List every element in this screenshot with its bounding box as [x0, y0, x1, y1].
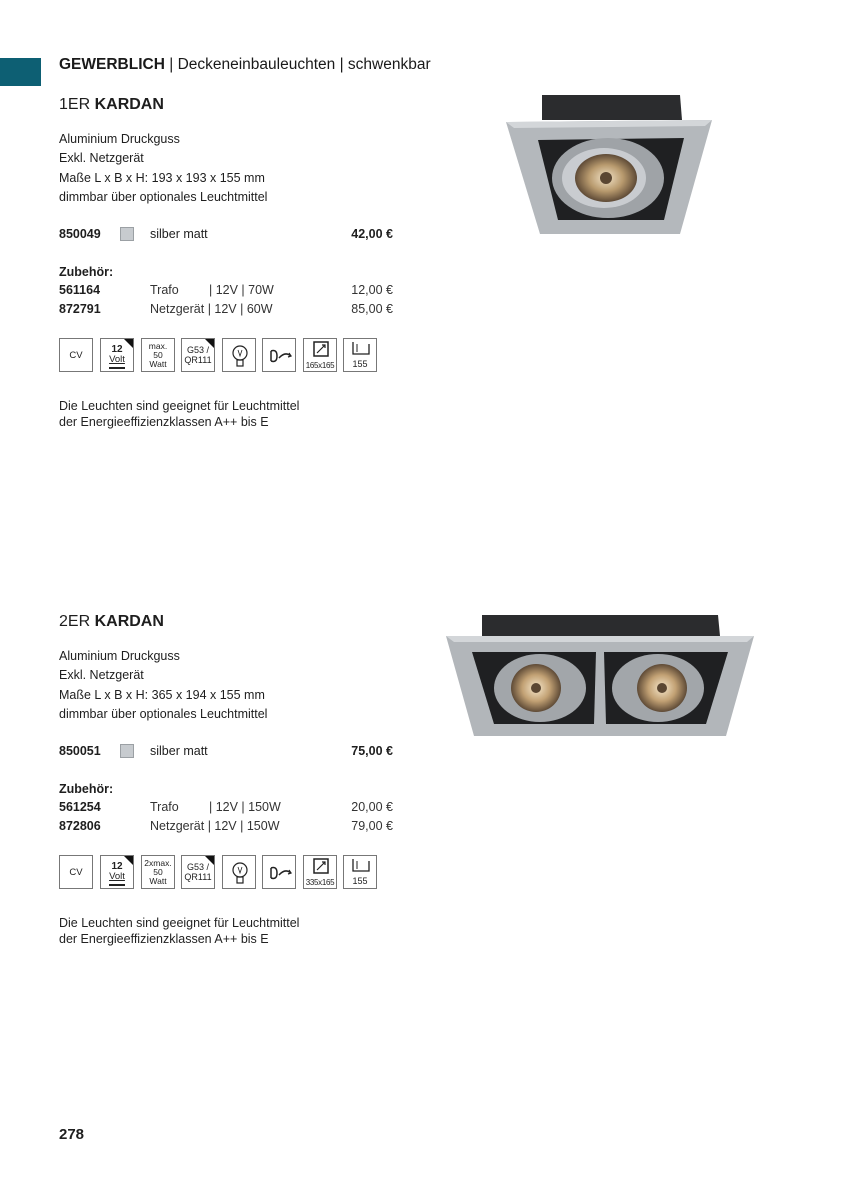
- desc-line: Aluminium Druckguss: [59, 649, 180, 663]
- socket-line: QR111: [184, 872, 212, 883]
- accessories-heading: Zubehör:: [59, 265, 114, 280]
- volt-unit: Volt: [109, 871, 125, 883]
- swivel-svg: [263, 339, 296, 372]
- accessory-spec: | 12V | 60W: [207, 302, 273, 317]
- desc-line: Aluminium Druckguss: [59, 132, 180, 146]
- accessory-row: [59, 281, 399, 300]
- feature-icons: [59, 855, 399, 891]
- accessory-name: Trafo: [150, 800, 179, 815]
- header-separator: |: [164, 56, 178, 73]
- accessory-number: 561254: [59, 800, 101, 815]
- energy-note: [59, 915, 399, 947]
- cutout-size: 165x165: [305, 361, 335, 371]
- watt-line: max.: [148, 341, 168, 352]
- note-line: der Energieeffizienzklassen A++ bis E: [59, 415, 269, 430]
- title-bold: KARDAN: [94, 613, 164, 630]
- watt-icon: [141, 855, 175, 889]
- accessory-price: 85,00 €: [351, 302, 393, 317]
- title-prefix: 2ER: [59, 613, 95, 630]
- cutout-icon: [303, 338, 337, 372]
- accessory-number: 872791: [59, 302, 101, 317]
- depth-svg: [344, 856, 377, 876]
- accessory-row: [59, 817, 399, 836]
- cv-label: CV: [69, 350, 83, 362]
- accessory-name: [150, 817, 280, 836]
- watt-icon: [141, 338, 175, 372]
- cv-label: CV: [69, 867, 83, 879]
- energy-note: [59, 398, 399, 430]
- accessory-name-text: Netzgerät: [150, 819, 205, 834]
- color-swatch: [120, 744, 134, 758]
- accessory-price: 20,00 €: [351, 800, 393, 815]
- desc-line: Maße L x B x H: 193 x 193 x 155 mm: [59, 170, 265, 185]
- depth-value: 155: [352, 876, 368, 887]
- socket-line: G53 /: [186, 862, 209, 873]
- color-swatch: [120, 227, 134, 241]
- swivel-icon: [262, 338, 296, 372]
- accessory-spec: | 12V | 150W: [207, 819, 280, 834]
- volt-number: 12: [111, 861, 123, 873]
- product-description: [59, 130, 399, 207]
- cutout-icon: [303, 855, 337, 889]
- volt-bar-icon: [109, 884, 125, 886]
- desc-line: Exkl. Netzgerät: [59, 151, 144, 166]
- accessory-name-text: Netzgerät: [150, 302, 205, 317]
- desc-line: dimmbar über optionales Leuchtmittel: [59, 706, 268, 721]
- accessory-spec: | 12V | 150W: [209, 800, 281, 815]
- title-prefix: 1ER: [59, 96, 95, 113]
- color-name: silber matt: [150, 227, 208, 242]
- feature-icons: [59, 338, 399, 374]
- desc-line: Maße L x B x H: 365 x 194 x 155 mm: [59, 687, 265, 702]
- bulb-svg: [223, 339, 256, 372]
- bulb-svg: [223, 856, 256, 889]
- volt-number: 12: [111, 344, 123, 356]
- cutout-size: 335x165: [305, 878, 335, 888]
- accessory-name: Trafo: [150, 283, 179, 298]
- depth-value: 155: [352, 359, 368, 370]
- watt-line: 50: [153, 350, 163, 361]
- article-number: 850049: [59, 227, 101, 242]
- header-sub1: Deckeneinbauleuchten: [177, 56, 336, 73]
- product-image-1er-kardan: [500, 92, 720, 262]
- swivel-svg: [263, 856, 296, 889]
- watt-line: 2xmax.: [144, 858, 172, 869]
- cutout-svg: [304, 856, 337, 878]
- cutout-svg: [304, 339, 337, 361]
- socket-icon: [181, 855, 215, 889]
- product-section-2er-kardan: [59, 610, 399, 947]
- header-separator: |: [335, 56, 348, 73]
- header-category: GEWERBLICH: [59, 56, 165, 73]
- section-tab-marker: [0, 58, 41, 86]
- watt-line: 50: [153, 867, 163, 878]
- volt-icon: [100, 855, 134, 889]
- depth-icon: [343, 855, 377, 889]
- product-title: [59, 93, 399, 117]
- accessory-row: [59, 798, 399, 817]
- product-description: [59, 647, 399, 724]
- article-number: 850051: [59, 744, 101, 759]
- accessory-spec: | 12V | 70W: [209, 283, 274, 298]
- watt-line: Watt: [149, 876, 167, 887]
- cv-icon: [59, 855, 93, 889]
- socket-icon: [181, 338, 215, 372]
- accessory-number: 872806: [59, 819, 101, 834]
- accessory-price: 12,00 €: [351, 283, 393, 298]
- accessory-name: [150, 300, 273, 319]
- socket-line: QR111: [184, 355, 212, 366]
- volt-bar-icon: [109, 367, 125, 369]
- volt-icon: [100, 338, 134, 372]
- note-line: Die Leuchten sind geeignet für Leuchtmittel: [59, 399, 300, 414]
- title-bold: KARDAN: [94, 96, 164, 113]
- accessory-price: 79,00 €: [351, 819, 393, 834]
- desc-line: dimmbar über optionales Leuchtmittel: [59, 189, 268, 204]
- bulb-icon: [222, 855, 256, 889]
- accessory-row: [59, 300, 399, 319]
- product-price: 75,00 €: [351, 744, 393, 759]
- depth-icon: [343, 338, 377, 372]
- page-header: [59, 56, 431, 74]
- header-sub2: schwenkbar: [347, 56, 431, 73]
- note-line: Die Leuchten sind geeignet für Leuchtmittel: [59, 916, 300, 931]
- bulb-icon: [222, 338, 256, 372]
- socket-line: G53 /: [186, 345, 209, 356]
- accessory-number: 561164: [59, 283, 101, 298]
- page-number: 278: [59, 1126, 85, 1143]
- product-row: [59, 742, 399, 760]
- product-row: [59, 225, 399, 243]
- product-section-1er-kardan: [59, 93, 399, 430]
- product-image-2er-kardan: [444, 612, 758, 742]
- product-title: [59, 610, 399, 634]
- watt-line: Watt: [149, 359, 167, 370]
- product-price: 42,00 €: [351, 227, 393, 242]
- accessories-heading: Zubehör:: [59, 782, 114, 797]
- swivel-icon: [262, 855, 296, 889]
- cv-icon: [59, 338, 93, 372]
- desc-line: Exkl. Netzgerät: [59, 668, 144, 683]
- depth-svg: [344, 339, 377, 359]
- color-name: silber matt: [150, 744, 208, 759]
- volt-unit: Volt: [109, 354, 125, 366]
- note-line: der Energieeffizienzklassen A++ bis E: [59, 932, 269, 947]
